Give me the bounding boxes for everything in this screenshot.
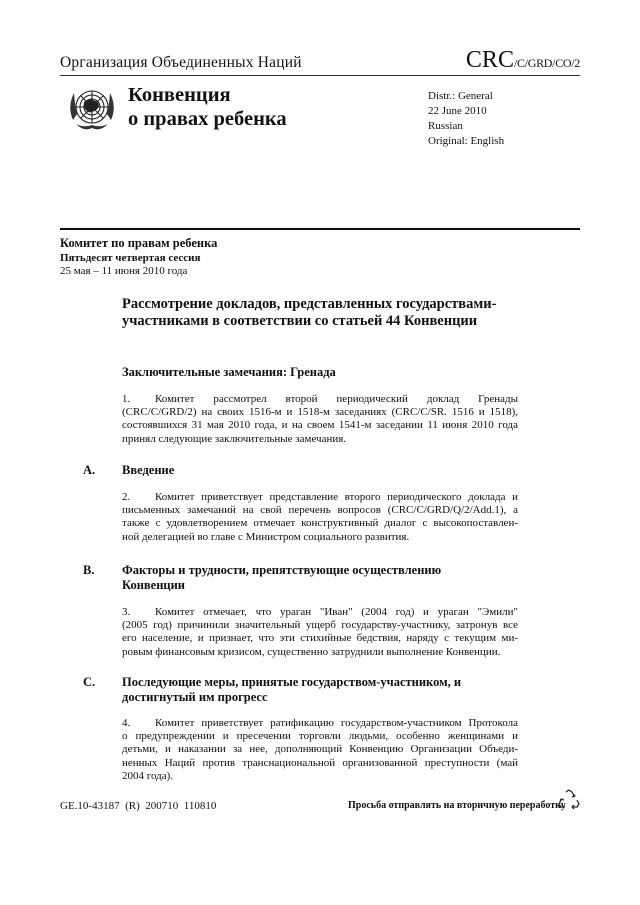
symbol-suffix: /C/GRD/CO/2 [513,56,580,70]
paragraph-4 [122,717,518,783]
main-title [122,296,542,330]
committee-name: Комитет по правам ребенка [60,236,218,250]
un-emblem-icon [64,80,120,136]
symbol-main: CRC [465,47,514,73]
paragraph-line: (2005 год) причинили значительный ущерб государству-участнику, затронув все [122,619,518,632]
main-title-text: Рассмотрение докладов, представленных государствами-участниками в соответствии со статьей 44 Конвенции [122,296,497,329]
paragraph-number: 3. [122,606,131,618]
paragraph-line: письменных замечаний на свой перечень вопросов (CRC/C/GRD/Q/2/Add.1), а [122,504,518,517]
section-letter: B. [83,563,95,577]
paragraph-line: также с удовлетворением отмечает конструктивный диалог с высокопоставлен- [122,517,518,530]
convention-title [128,83,287,131]
paragraph-1 [122,393,518,446]
paragraph-line: (CRC/C/GRD/2) на своих 1516-м и 1518-м заседаниях (CRC/C/SR. 1516 и 1518), [122,406,518,419]
paragraph-2 [122,491,518,544]
distribution-block [428,89,504,149]
recycle-notice: Просьба отправлять на вторичную переработку [348,800,566,811]
section-title: Введение [122,463,175,477]
paragraph-line: 2004 года). [122,769,174,782]
paragraph-3 [122,606,518,659]
document-symbol [466,48,580,75]
paragraph-line: состоявшихся 31 мая 2010 года, и на своем 1541-м заседании 11 июня 2010 года [122,419,518,432]
paragraph-line: 3. Комитет отмечает, что ураган "Иван" (2004 год) и ураган "Эмили" [122,606,518,618]
session-name: Пятьдесят четвертая сессия [60,252,201,264]
section-title: Последующие меры, принятые государством-участником, и достигнутый им прогресс [122,675,462,704]
paragraph-line: ной делегацией во главе с Министром социального развития. [122,530,410,543]
distribution-status: Distr.: General [428,90,493,102]
paragraph-line: его население, и признает, что эти стихийные бедствия, наряду с текущим ми- [122,632,518,645]
section-letter: A. [83,463,96,477]
paragraph-number: 4. [122,717,131,729]
header-rule [60,75,580,76]
job-code: GE.10-43187 (R) 200710 110810 [60,800,217,812]
paragraph-line: 1. Комитет рассмотрел второй периодический доклад Гренады [122,393,518,405]
session-dates: 25 мая – 11 июня 2010 года [60,265,188,277]
section-rule [60,228,580,230]
section-letter: C. [83,675,96,689]
convention-title-line1: Конвенция [128,84,231,106]
sub-title: Заключительные замечания: Гренада [122,365,336,379]
organization-name: Организация Объединенных Наций [60,54,302,71]
section-title: Факторы и трудности, препятствующие осуществлению Конвенции [122,563,442,592]
paragraph-line: ровым финансовым кризисом, существенно затруднили выполнение Конвенции. [122,645,501,658]
paragraph-line: принял следующие заключительные замечания. [122,432,347,445]
paragraph-line: 2. Комитет приветствует представление второго периодического доклада и [122,491,518,503]
distribution-date: 22 June 2010 [428,105,487,117]
convention-title-line2: о правах ребенка [128,108,287,130]
paragraph-number: 2. [122,491,131,503]
paragraph-number: 1. [122,393,131,405]
paragraph-line: 4. Комитет приветствует ратификацию государством-участником Протокола [122,717,518,729]
distribution-original: Original: English [428,135,505,147]
paragraph-line: о предупреждении и пресечении торговли людьми, особенно женщинами и [122,730,518,743]
paragraph-line: детьми, и наказании за нее, дополняющий Конвенцию Организации Объеди- [122,743,518,756]
recycle-icon [557,788,581,812]
distribution-language: Russian [428,120,463,132]
paragraph-line: ненных Наций против транснациональной организованной преступности (май [122,756,518,769]
